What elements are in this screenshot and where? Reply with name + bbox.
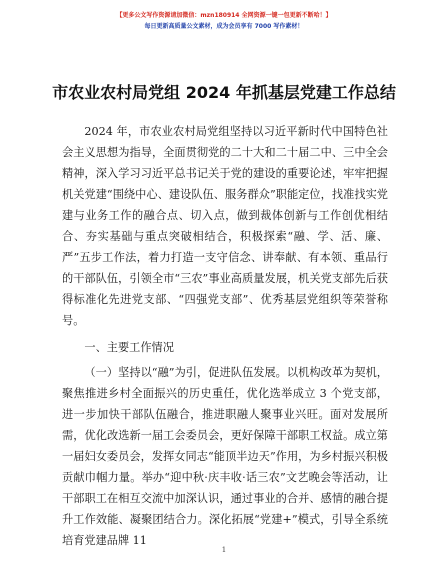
header-banner (96, 10, 352, 32)
section-paragraph: （一）坚持以“融”为引，促进队伍发展。以机构改革为契机，聚焦推进乡村全面振兴的历史重任，优化选举成立 3 个党支部，进一步加快干部队伍融合，推进职融人聚事业兴旺。面对发展所需，优化改选新一届工会委员会，更好保障干部职工权益。成立第一届妇女委员会，发挥女同志“能顶半边天”作用，为乡村振兴积极贡献巾帼力量。举办“迎中秋·庆丰收·话三农”文艺晚会等活动，让干部职工在相互交流中加深认识，通过事业的合并、感情的融合提升工作效能、凝聚团结合力。深化拓展“党建+”模式，引导全系统培育党建品牌 11 (62, 366, 388, 547)
document-title: 市农业农村局党组 2024 年抓基层党建工作总结 (52, 83, 396, 102)
banner-promo-line: 【更多公文写作资源请加微信：mzn180914 全网资源一键一包更新不断哈！】 (116, 12, 332, 19)
document-body (62, 121, 388, 551)
section-heading: 一、主要工作情况 (84, 341, 174, 354)
banner-membership-line: 每日更新高质量公文素材，成为会员享有 7000 写作素材！ (144, 23, 304, 30)
intro-paragraph: 2024 年，市农业农村局党组坚持以习近平新时代中国特色社会主义思想为指导，全面贯彻党的二十大和二十届二中、三中全会精神，深入学习习近平总书记关于党的建设的重要论述，牢牢把握机关党建“围绕中心、建设队伍、服务群众”职能定位，找准找实党建与业务工作的融合点、切入点，做到裁体创新与工作创优相结合、夯实基础与重点突破相结合，积极探索“融、学、活、廉、严”五步工作法，着力打造一支守信念、讲奉献、有本领、重品行的干部队伍，引领全市“三农”事业高质量发展，机关党支部先后获得标准化先进党支部、“四强党支部”、优秀基层党组织等荣誉称号。 (62, 125, 388, 327)
page-number: 1 (221, 546, 227, 554)
